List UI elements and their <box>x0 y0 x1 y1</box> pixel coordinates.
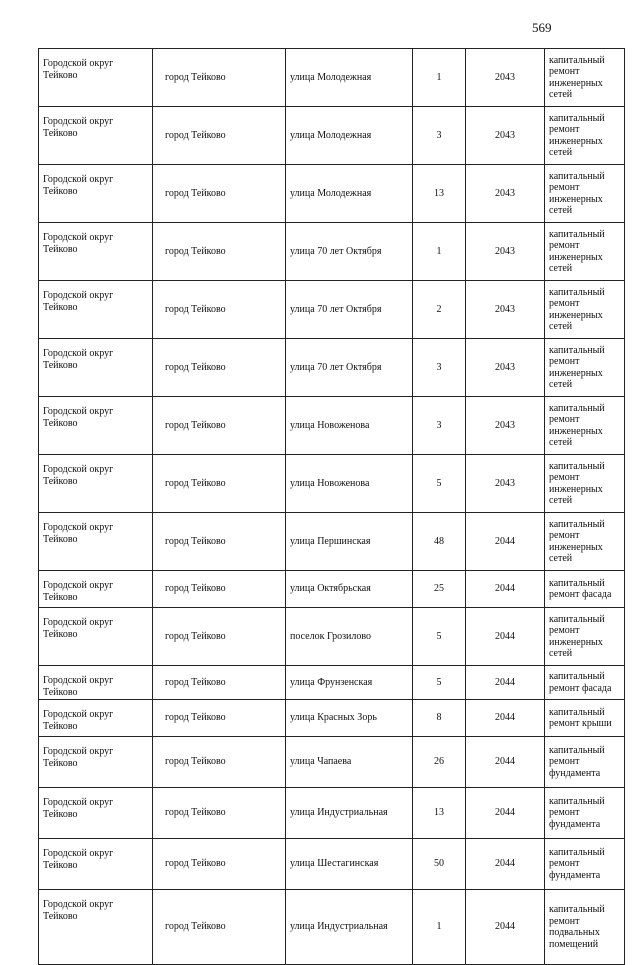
street-cell: улица Молодежная <box>286 165 413 223</box>
year-cell: 2044 <box>466 788 545 839</box>
city-cell: город Тейково <box>153 455 286 513</box>
district-cell: Городской округ Тейково <box>39 223 153 281</box>
year-cell: 2043 <box>466 397 545 455</box>
work-type-cell: капитальный ремонт крыши <box>545 700 625 737</box>
street-cell: улица Першинская <box>286 513 413 571</box>
year-cell: 2044 <box>466 666 545 700</box>
work-type-cell: капитальный ремонт подвальных помещений <box>545 890 625 965</box>
street-cell: улица Красных Зорь <box>286 700 413 737</box>
city-cell: город Тейково <box>153 571 286 608</box>
year-cell: 2044 <box>466 608 545 666</box>
work-type-cell: капитальный ремонт инженерных сетей <box>545 339 625 397</box>
year-cell: 2043 <box>466 339 545 397</box>
city-cell: город Тейково <box>153 737 286 788</box>
district-cell: Городской округ Тейково <box>39 107 153 165</box>
street-cell: улица 70 лет Октября <box>286 281 413 339</box>
year-cell: 2043 <box>466 107 545 165</box>
work-type-cell: капитальный ремонт инженерных сетей <box>545 49 625 107</box>
house-number-cell: 5 <box>413 666 466 700</box>
table-row <box>39 608 625 666</box>
year-cell: 2044 <box>466 839 545 890</box>
table-row <box>39 700 625 737</box>
table-row <box>39 513 625 571</box>
year-cell: 2043 <box>466 49 545 107</box>
year-cell: 2044 <box>466 571 545 608</box>
street-cell: улица Индустриальная <box>286 890 413 965</box>
year-cell: 2043 <box>466 455 545 513</box>
house-number-cell: 50 <box>413 839 466 890</box>
year-cell: 2043 <box>466 223 545 281</box>
work-type-cell: капитальный ремонт инженерных сетей <box>545 455 625 513</box>
table-row <box>39 890 625 965</box>
street-cell: поселок Грозилово <box>286 608 413 666</box>
street-cell: улица 70 лет Октября <box>286 339 413 397</box>
work-type-cell: капитальный ремонт фасада <box>545 666 625 700</box>
year-cell: 2044 <box>466 513 545 571</box>
street-cell: улица Чапаева <box>286 737 413 788</box>
table-row <box>39 737 625 788</box>
house-number-cell: 1 <box>413 223 466 281</box>
table-row <box>39 455 625 513</box>
year-cell: 2044 <box>466 890 545 965</box>
year-cell: 2044 <box>466 737 545 788</box>
city-cell: город Тейково <box>153 339 286 397</box>
work-type-cell: капитальный ремонт инженерных сетей <box>545 513 625 571</box>
district-cell: Городской округ Тейково <box>39 339 153 397</box>
house-number-cell: 8 <box>413 700 466 737</box>
city-cell: город Тейково <box>153 700 286 737</box>
table-row <box>39 788 625 839</box>
street-cell: улица 70 лет Октября <box>286 223 413 281</box>
table-row <box>39 839 625 890</box>
city-cell: город Тейково <box>153 49 286 107</box>
table-row <box>39 223 625 281</box>
city-cell: город Тейково <box>153 608 286 666</box>
work-type-cell: капитальный ремонт инженерных сетей <box>545 608 625 666</box>
district-cell: Городской округ Тейково <box>39 513 153 571</box>
street-cell: улица Индустриальная <box>286 788 413 839</box>
work-type-cell: капитальный ремонт инженерных сетей <box>545 281 625 339</box>
table-row <box>39 281 625 339</box>
district-cell: Городской округ Тейково <box>39 397 153 455</box>
street-cell: улица Молодежная <box>286 49 413 107</box>
table-row <box>39 165 625 223</box>
street-cell: улица Фрунзенская <box>286 666 413 700</box>
house-number-cell: 25 <box>413 571 466 608</box>
district-cell: Городской округ Тейково <box>39 571 153 608</box>
house-number-cell: 48 <box>413 513 466 571</box>
house-number-cell: 1 <box>413 890 466 965</box>
work-type-cell: капитальный ремонт фундамента <box>545 737 625 788</box>
city-cell: город Тейково <box>153 513 286 571</box>
year-cell: 2043 <box>466 165 545 223</box>
work-type-cell: капитальный ремонт фундамента <box>545 839 625 890</box>
house-number-cell: 13 <box>413 788 466 839</box>
street-cell: улица Шестагинская <box>286 839 413 890</box>
work-type-cell: капитальный ремонт инженерных сетей <box>545 397 625 455</box>
work-type-cell: капитальный ремонт инженерных сетей <box>545 107 625 165</box>
street-cell: улица Новоженова <box>286 455 413 513</box>
city-cell: город Тейково <box>153 788 286 839</box>
district-cell: Городской округ Тейково <box>39 281 153 339</box>
year-cell: 2044 <box>466 700 545 737</box>
street-cell: улица Новоженова <box>286 397 413 455</box>
house-number-cell: 2 <box>413 281 466 339</box>
table-row <box>39 49 625 107</box>
city-cell: город Тейково <box>153 165 286 223</box>
district-cell: Городской округ Тейково <box>39 788 153 839</box>
work-type-cell: капитальный ремонт инженерных сетей <box>545 165 625 223</box>
street-cell: улица Октябрьская <box>286 571 413 608</box>
house-number-cell: 5 <box>413 455 466 513</box>
district-cell: Городской округ Тейково <box>39 608 153 666</box>
work-type-cell: капитальный ремонт инженерных сетей <box>545 223 625 281</box>
repair-schedule-table <box>38 48 625 965</box>
street-cell: улица Молодежная <box>286 107 413 165</box>
table-row <box>39 397 625 455</box>
house-number-cell: 3 <box>413 339 466 397</box>
year-cell: 2043 <box>466 281 545 339</box>
table-row <box>39 571 625 608</box>
district-cell: Городской округ Тейково <box>39 165 153 223</box>
district-cell: Городской округ Тейково <box>39 737 153 788</box>
district-cell: Городской округ Тейково <box>39 455 153 513</box>
house-number-cell: 26 <box>413 737 466 788</box>
work-type-cell: капитальный ремонт фундамента <box>545 788 625 839</box>
work-type-cell: капитальный ремонт фасада <box>545 571 625 608</box>
house-number-cell: 1 <box>413 49 466 107</box>
district-cell: Городской округ Тейково <box>39 666 153 700</box>
city-cell: город Тейково <box>153 281 286 339</box>
district-cell: Городской округ Тейково <box>39 49 153 107</box>
house-number-cell: 5 <box>413 608 466 666</box>
page-number: 569 <box>532 20 552 35</box>
district-cell: Городской округ Тейково <box>39 700 153 737</box>
city-cell: город Тейково <box>153 890 286 965</box>
house-number-cell: 3 <box>413 107 466 165</box>
table-row <box>39 666 625 700</box>
table-row <box>39 107 625 165</box>
house-number-cell: 13 <box>413 165 466 223</box>
district-cell: Городской округ Тейково <box>39 839 153 890</box>
district-cell: Городской округ Тейково <box>39 890 153 965</box>
city-cell: город Тейково <box>153 397 286 455</box>
city-cell: город Тейково <box>153 223 286 281</box>
house-number-cell: 3 <box>413 397 466 455</box>
city-cell: город Тейково <box>153 666 286 700</box>
city-cell: город Тейково <box>153 839 286 890</box>
table-row <box>39 339 625 397</box>
city-cell: город Тейково <box>153 107 286 165</box>
